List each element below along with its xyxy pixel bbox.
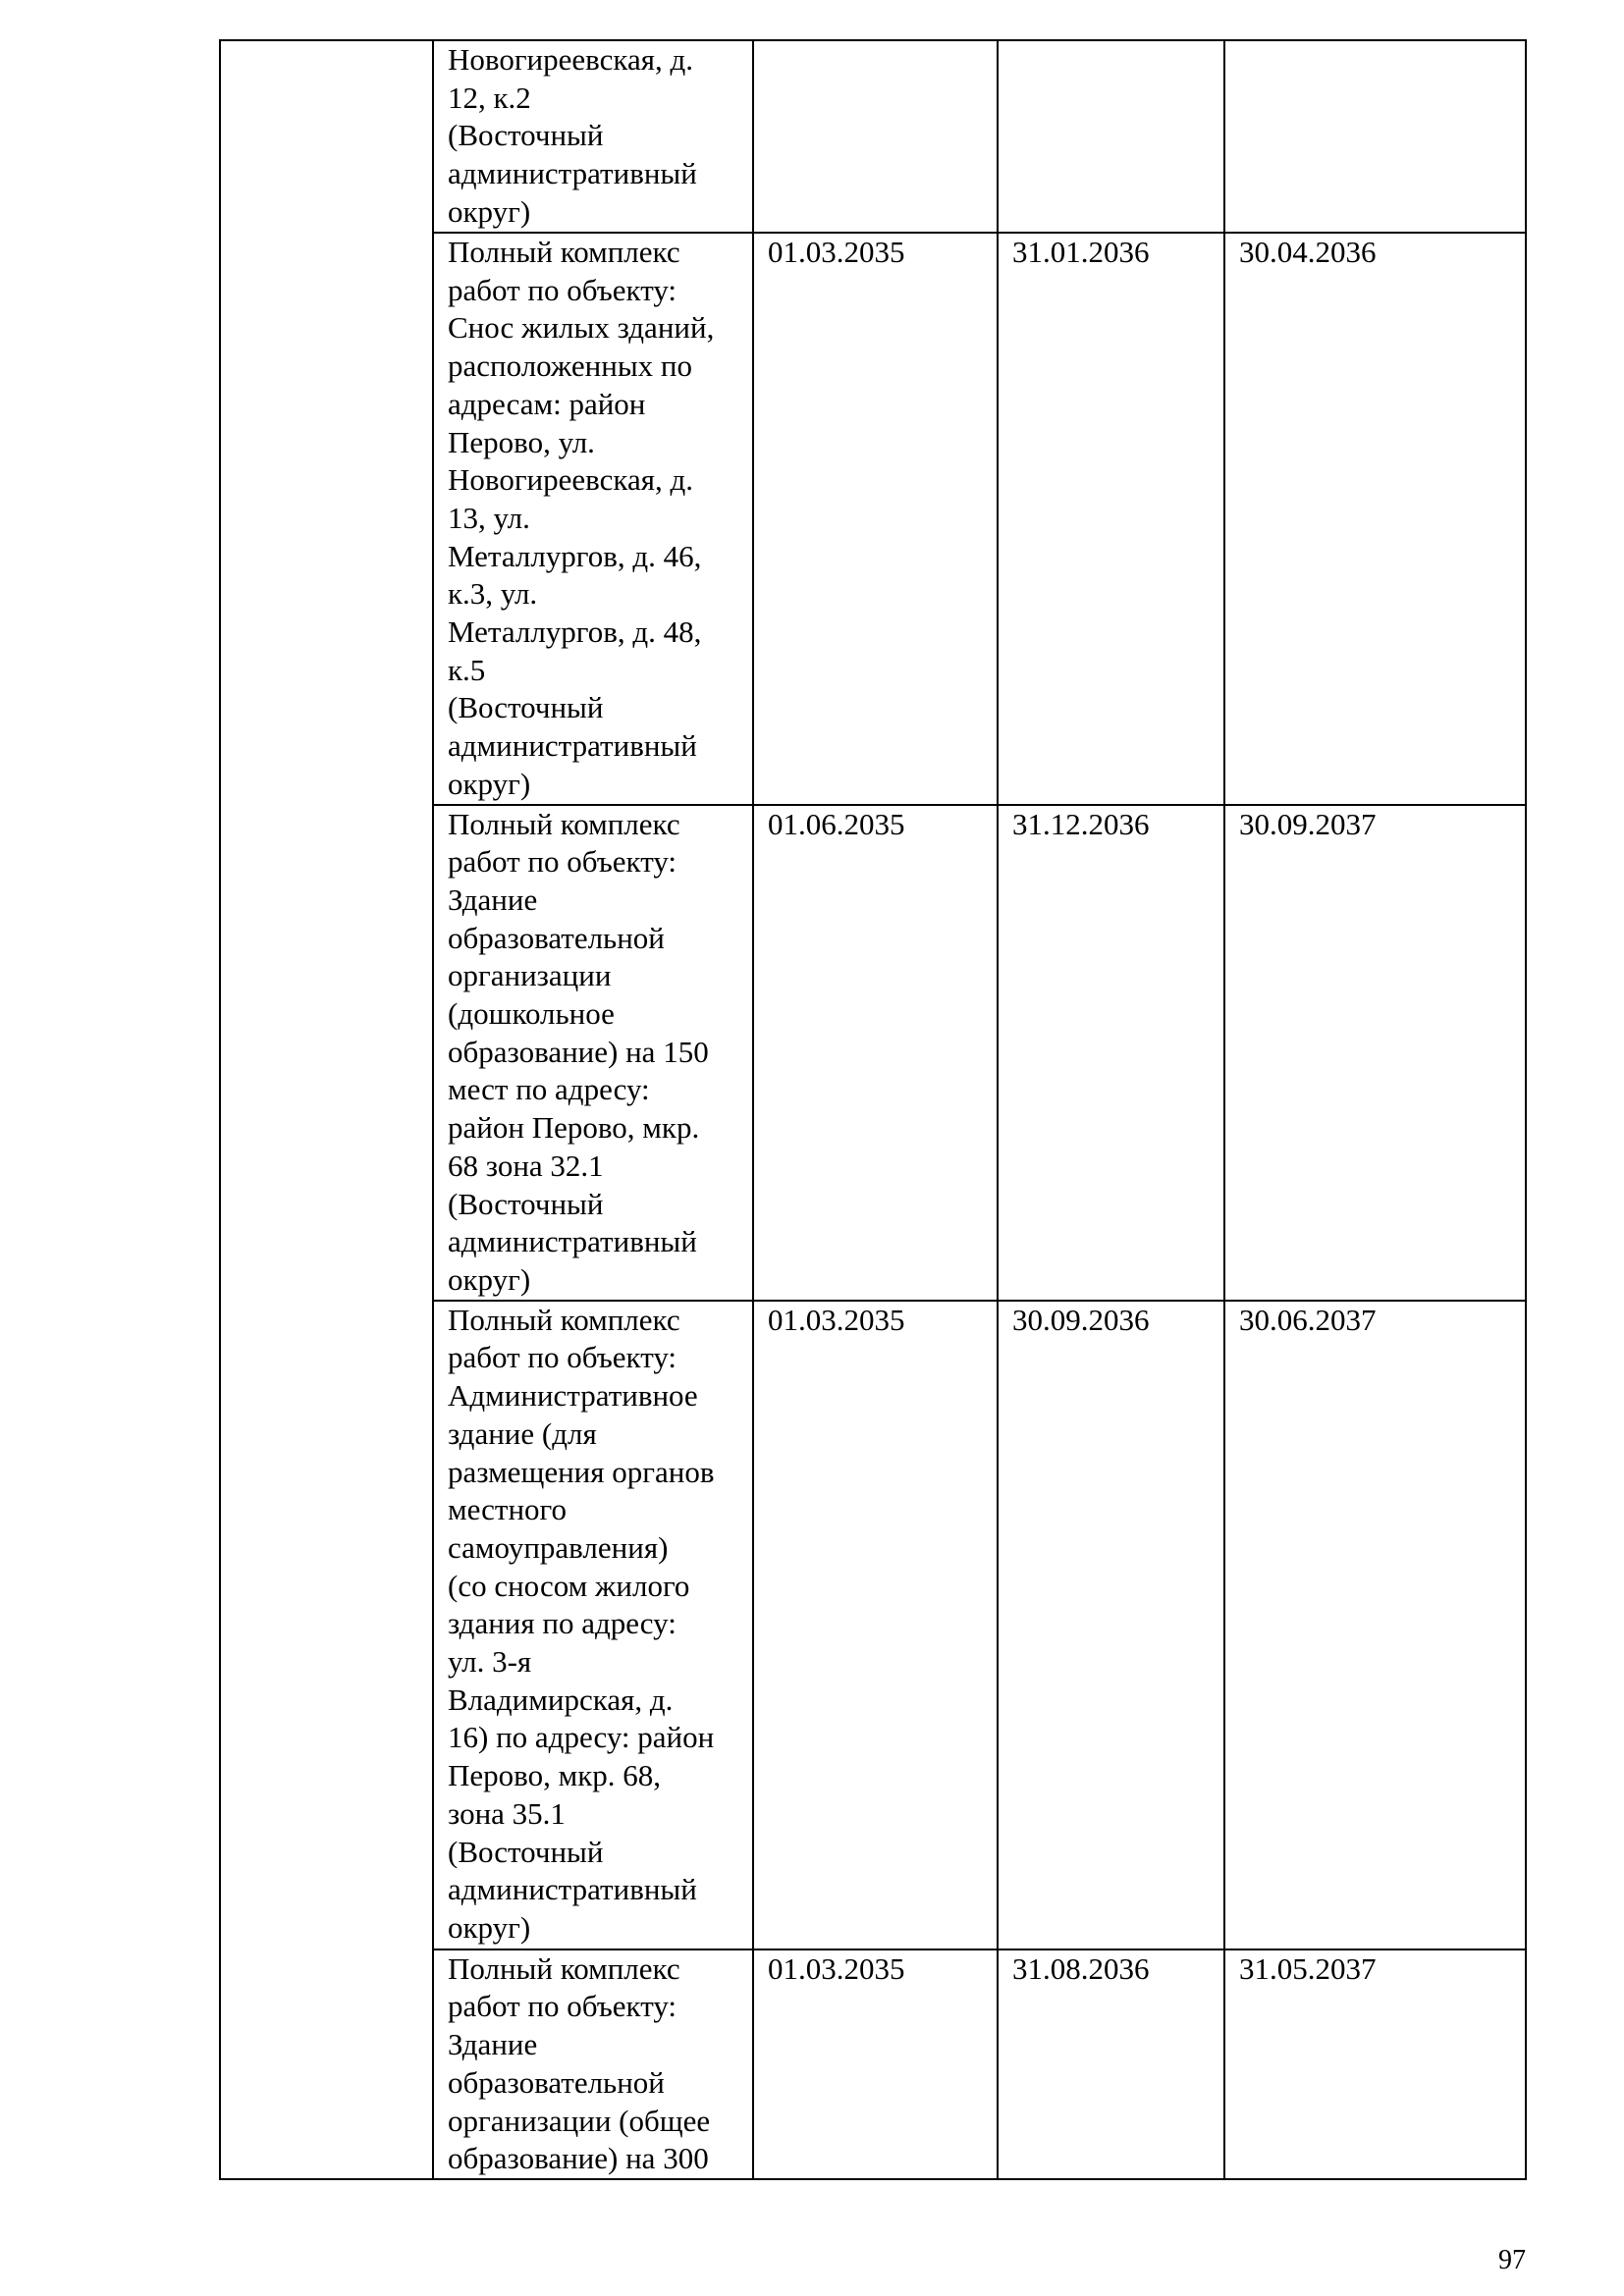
commission-date-cell [1224,40,1526,233]
description-line: к.3, ул. [448,576,538,612]
description-line: округ) [448,766,531,801]
description-line: Снос жилых зданий, [448,310,715,346]
description-line: образование) на 150 [448,1034,709,1069]
description-line: к.5 [448,652,486,687]
description-line: (Восточный [448,118,604,153]
table-row [220,40,1526,233]
description-line: Полный комплекс [448,1950,680,1986]
description-line: Полный комплекс [448,1302,680,1337]
description-line: Административное [448,1378,698,1414]
description-line: административный [448,1224,697,1259]
description-line: расположенных по [448,348,693,384]
description-line: здание (для [448,1415,597,1451]
description-line: 13, ул. [448,500,530,535]
end-date-cell: 31.12.2036 [998,805,1224,1301]
description-line: Здание [448,2027,538,2062]
description-line: Металлургов, д. 46, [448,538,702,573]
page-number: 97 [1498,2245,1526,2275]
description-line: округ) [448,1909,531,1945]
description-line: размещения органов [448,1454,715,1489]
description-line: район Перово, мкр. [448,1110,700,1146]
object-description-cell [433,805,753,1301]
description-line: организации (общее [448,2103,711,2138]
description-line: работ по объекту: [448,1989,677,2024]
start-date-cell [753,40,998,233]
table-body [220,40,1526,2179]
start-date-cell: 01.03.2035 [753,1949,998,2179]
description-line: Полный комплекс [448,806,680,841]
description-line: образование) на 300 [448,2141,709,2176]
description-line: 12, к.2 [448,80,531,115]
description-line: (Восточный [448,1834,604,1869]
description-line: образовательной [448,2064,665,2100]
works-schedule-table [219,39,1527,2180]
description-line: зона 35.1 [448,1795,566,1831]
description-line: Здание [448,881,538,917]
end-date-cell: 31.08.2036 [998,1949,1224,2179]
description-line: организации [448,958,612,993]
description-line: административный [448,1872,697,1907]
description-line: адресам: район [448,386,646,421]
description-line: Новогиреевская, д. [448,462,693,498]
description-line: 68 зона 32.1 [448,1148,604,1183]
object-description-cell [433,1949,753,2179]
commission-date-cell: 31.05.2037 [1224,1949,1526,2179]
description-line: Полный комплекс [448,235,680,269]
description-line: ул. 3-я [448,1644,532,1680]
description-line: Перово, ул. [448,424,595,459]
commission-date-cell: 30.09.2037 [1224,805,1526,1301]
description-line: (со сносом жилого [448,1568,690,1603]
description-line: работ по объекту: [448,1340,677,1375]
object-description-cell [433,1301,753,1949]
description-line: 16) по адресу: район [448,1720,715,1755]
commission-date-cell: 30.06.2037 [1224,1301,1526,1949]
start-date-cell: 01.03.2035 [753,1301,998,1949]
description-line: Перово, мкр. 68, [448,1758,661,1793]
description-line: (Восточный [448,1186,604,1221]
description-line: (Восточный [448,690,604,725]
description-line: местного [448,1492,567,1527]
description-line: округ) [448,1261,531,1297]
row-number-cell [220,40,433,2179]
description-line: здания по адресу: [448,1606,677,1641]
end-date-cell: 31.01.2036 [998,233,1224,805]
description-line: административный [448,156,697,191]
description-line: образовательной [448,920,665,955]
description-line: округ) [448,193,531,229]
description-line: работ по объекту: [448,844,677,880]
end-date-cell [998,40,1224,233]
object-description-cell [433,40,753,233]
description-line: Владимирская, д. [448,1682,674,1717]
description-line: работ по объекту: [448,272,677,307]
object-description-cell [433,233,753,805]
description-line: Новогиреевская, д. [448,42,693,77]
description-line: Металлургов, д. 48, [448,614,702,650]
description-line: (дошкольное [448,996,615,1032]
start-date-cell: 01.06.2035 [753,805,998,1301]
end-date-cell: 30.09.2036 [998,1301,1224,1949]
description-line: самоуправления) [448,1529,669,1565]
description-line: административный [448,728,697,764]
start-date-cell: 01.03.2035 [753,233,998,805]
commission-date-cell: 30.04.2036 [1224,233,1526,805]
description-line: мест по адресу: [448,1072,650,1107]
